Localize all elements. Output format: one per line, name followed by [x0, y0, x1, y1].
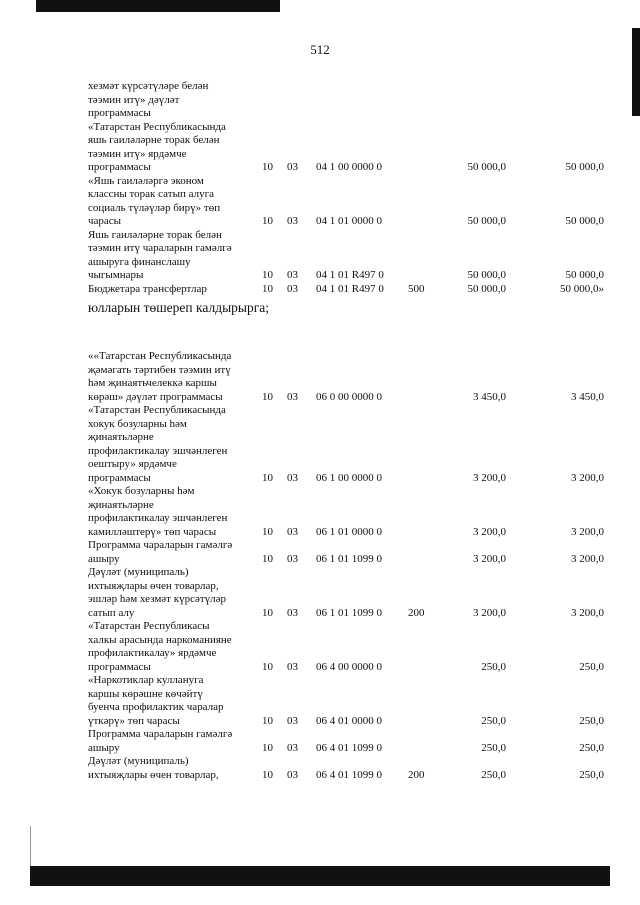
- target-article-code: 06 0 00 0000 0: [316, 390, 382, 403]
- subsection-code: 03: [287, 471, 298, 484]
- table-row: [0, 755, 640, 782]
- subsection-code: 03: [287, 741, 298, 754]
- subsection-code: 03: [287, 714, 298, 727]
- amount-year-1: 3 200,0: [473, 606, 506, 619]
- row-description: [88, 539, 250, 566]
- amount-year-2: 250,0: [579, 741, 604, 754]
- section-code: 10: [262, 525, 273, 538]
- description-line: каршы көрәшне көчәйтү: [88, 687, 203, 700]
- target-article-code: 06 4 01 1099 0: [316, 741, 382, 754]
- amount-year-2: 3 200,0: [571, 471, 604, 484]
- description-line: ихтыяҗлары өчен товарлар,: [88, 579, 219, 592]
- table-row: [0, 175, 640, 229]
- amount-year-2: 50 000,0: [565, 215, 604, 227]
- section-code: 10: [262, 714, 273, 727]
- amount-year-2: 50 000,0: [565, 161, 604, 173]
- table-row: [0, 283, 640, 297]
- description-line: «Наркотиклар куллануга: [88, 674, 204, 686]
- section-code: 10: [262, 215, 273, 227]
- table-row: [0, 674, 640, 728]
- row-description: [88, 283, 250, 297]
- description-line: «Татарстан Республикасы: [88, 620, 210, 632]
- expense-type-code: 200: [408, 768, 425, 781]
- row-description: [88, 80, 250, 121]
- description-line: профилактикалау эшчәнлеген: [88, 444, 228, 457]
- description-line: «Татарстан Республикасында: [88, 404, 226, 416]
- amount-year-2: 3 200,0: [571, 525, 604, 538]
- description-line: Программа чараларын гамәлгә: [88, 728, 233, 740]
- row-description: [88, 674, 250, 728]
- target-article-code: 06 4 01 1099 0: [316, 768, 382, 781]
- amount-year-2: 50 000,0: [565, 269, 604, 281]
- description-line: тәэмин итү» ярдәмче: [88, 147, 187, 160]
- description-line: җәмәгать тәртибен тәэмин итү: [88, 363, 231, 376]
- row-description: [88, 566, 250, 620]
- description-line: Программа чараларын гамәлгә: [88, 539, 233, 551]
- table-row: [0, 80, 640, 121]
- description-line: ашыруга финанслашу: [88, 255, 191, 268]
- description-line: профилактикалау» ярдәмче: [88, 647, 217, 659]
- table-row: [0, 728, 640, 755]
- amount-year-1: 250,0: [481, 714, 506, 727]
- description-line: җинаятьләрне: [88, 498, 154, 511]
- target-article-code: 06 1 01 0000 0: [316, 525, 382, 538]
- subsection-code: 03: [287, 660, 298, 673]
- description-line: ашыру: [88, 552, 120, 565]
- amount-year-2: 50 000,0»: [560, 282, 604, 295]
- description-line: хокук бозуларны һәм: [88, 417, 187, 430]
- row-description: [88, 229, 250, 283]
- section-code: 10: [262, 741, 273, 754]
- description-line: программасы: [88, 161, 151, 173]
- section-code: 10: [262, 768, 273, 781]
- description-line: Дәүләт (муниципаль): [88, 566, 189, 578]
- row-description: [88, 350, 250, 404]
- description-line: хезмәт күрсәтүләре белән: [88, 80, 209, 92]
- description-line: җинаятьләрне: [88, 431, 154, 443]
- description-line: сатып алу: [88, 606, 135, 619]
- description-line: программасы: [88, 660, 151, 673]
- description-line: халкы арасында наркоманияне: [88, 633, 232, 646]
- row-description: [88, 755, 250, 782]
- table-row: [0, 485, 640, 539]
- subsection-code: 03: [287, 606, 298, 619]
- amount-year-1: 250,0: [481, 768, 506, 781]
- subsection-code: 03: [287, 768, 298, 781]
- description-line: көрәш» дәүләт программасы: [88, 390, 223, 403]
- description-line: «Яшь гаиләләргә эконом: [88, 174, 204, 187]
- row-description: [88, 620, 250, 674]
- description-line: буенча профилактик чаралар: [88, 701, 224, 713]
- table-row: [0, 539, 640, 566]
- description-line: классны торак сатып алуга: [88, 188, 214, 200]
- description-line: социаль түләүләр бирү» төп: [88, 201, 221, 214]
- row-description: [88, 485, 250, 539]
- row-description: [88, 175, 250, 229]
- description-line: ашыру: [88, 741, 120, 754]
- target-article-code: 06 1 01 1099 0: [316, 606, 382, 619]
- target-article-code: 04 1 01 R497 0: [316, 282, 384, 295]
- subsection-code: 03: [287, 525, 298, 538]
- amount-year-1: 250,0: [481, 660, 506, 673]
- scan-edge-top: [36, 0, 280, 12]
- amount-year-2: 3 200,0: [571, 606, 604, 619]
- description-line: профилактикалау эшчәнлеген: [88, 512, 228, 524]
- amendment-text: юлларын төшереп калдырырга;: [88, 300, 270, 315]
- amount-year-2: 250,0: [579, 768, 604, 781]
- target-article-code: 04 1 01 R497 0: [316, 269, 384, 281]
- amount-year-2: 3 200,0: [571, 552, 604, 565]
- description-line: ихтыяҗлары өчен товарлар,: [88, 768, 219, 781]
- scan-edge-left: [30, 826, 31, 866]
- target-article-code: 06 4 00 0000 0: [316, 660, 382, 673]
- amount-year-1: 50 000,0: [467, 215, 506, 227]
- table-row: [0, 566, 640, 620]
- description-line: чарасы: [88, 215, 122, 227]
- amount-year-1: 3 200,0: [473, 471, 506, 484]
- section-code: 10: [262, 552, 273, 565]
- page-number: 512: [310, 42, 330, 57]
- amount-year-2: 250,0: [579, 660, 604, 673]
- target-article-code: 04 1 01 0000 0: [316, 215, 382, 227]
- description-line: чыгымнары: [88, 269, 144, 281]
- target-article-code: 04 1 00 0000 0: [316, 161, 382, 173]
- subsection-code: 03: [287, 161, 298, 173]
- description-line: программасы: [88, 107, 151, 119]
- amount-year-1: 3 200,0: [473, 552, 506, 565]
- table-row: [0, 121, 640, 175]
- amount-year-1: 3 450,0: [473, 390, 506, 403]
- description-line: ««Татарстан Республикасында: [88, 350, 232, 362]
- description-line: оештыру» ярдәмче: [88, 458, 177, 470]
- subsection-code: 03: [287, 282, 298, 295]
- subsection-code: 03: [287, 269, 298, 281]
- description-line: программасы: [88, 471, 151, 484]
- section-code: 10: [262, 269, 273, 281]
- amount-year-1: 50 000,0: [467, 282, 506, 295]
- table-row: [0, 350, 640, 404]
- description-line: «Татарстан Республикасында: [88, 120, 226, 133]
- target-article-code: 06 1 01 1099 0: [316, 552, 382, 565]
- table-row: [0, 229, 640, 283]
- subsection-code: 03: [287, 552, 298, 565]
- expense-type-code: 200: [408, 606, 425, 619]
- amount-year-2: 250,0: [579, 714, 604, 727]
- expense-type-code: 500: [408, 282, 425, 295]
- amount-year-1: 3 200,0: [473, 525, 506, 538]
- amount-year-1: 250,0: [481, 741, 506, 754]
- section-code: 10: [262, 660, 273, 673]
- table-row: [0, 404, 640, 485]
- description-line: тәэмин итү» дәүләт: [88, 93, 180, 106]
- description-line: Яшь гаиләләрне торак белән: [88, 228, 222, 241]
- description-line: камилләштерү» төп чарасы: [88, 525, 217, 538]
- table-row: [0, 620, 640, 674]
- row-description: [88, 404, 250, 485]
- subsection-code: 03: [287, 390, 298, 403]
- description-line: «Хокук бозуларны һәм: [88, 485, 195, 497]
- section-code: 10: [262, 282, 273, 295]
- scan-edge-bottom: [30, 866, 610, 886]
- target-article-code: 06 1 00 0000 0: [316, 471, 382, 484]
- description-line: эшләр һәм хезмәт күрсәтүләр: [88, 593, 227, 605]
- description-line: Дәүләт (муниципаль): [88, 755, 189, 767]
- amount-year-1: 50 000,0: [467, 161, 506, 173]
- row-description: [88, 121, 250, 175]
- row-description: [88, 728, 250, 755]
- description-line: үткәрү» төп чарасы: [88, 714, 180, 727]
- section-code: 10: [262, 606, 273, 619]
- section-code: 10: [262, 161, 273, 173]
- description-line: яшь гаиләләрне торак белән: [88, 134, 220, 146]
- section-code: 10: [262, 390, 273, 403]
- description-line: тәэмин итү чараларын гамәлгә: [88, 242, 232, 254]
- description-line: Бюджетара трансфертлар: [88, 282, 207, 295]
- target-article-code: 06 4 01 0000 0: [316, 714, 382, 727]
- description-line: һәм җинаятьчелеккә каршы: [88, 377, 217, 389]
- amount-year-2: 3 450,0: [571, 390, 604, 403]
- amount-year-1: 50 000,0: [467, 269, 506, 281]
- section-code: 10: [262, 471, 273, 484]
- subsection-code: 03: [287, 215, 298, 227]
